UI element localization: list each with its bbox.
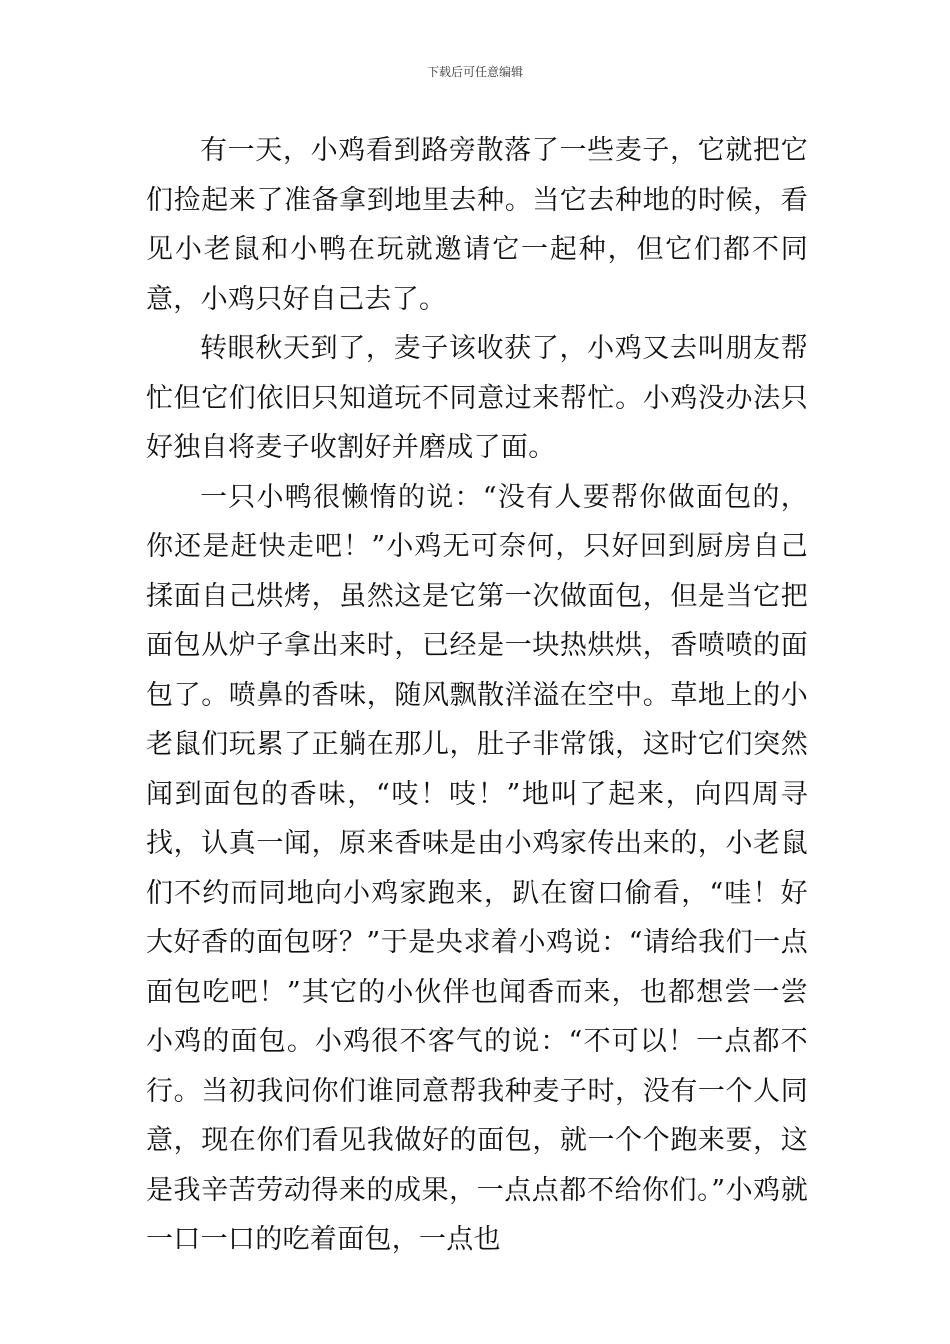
paragraph-3: 一只小鸭很懒惰的说：“没有人要帮你做面包的，你还是赶快走吧！”小鸡无可奈何，只好回到厨房自己揉面自己烘烤，虽然这是它第一次做面包，但是当它把面包从炉子拿出来时，已经是一块热烘烘，香喷喷的面包了。喷鼻的香味，随风飘散洋溢在空中。草地上的小老鼠们玩累了正躺在那儿，肚子非常饿，这时它们突然闻到面包的香味，“吱！吱！”地叫了起来，向四周寻找，认真一闻，原来香味是由小鸡家传出来的，小老鼠们不约而同地向小鸡家跑来，趴在窗口偷看，“哇！好大好香的面包呀？”于是央求着小鸡说：“请给我们一点面包吃吧！”其它的小伙伴也闻香而来，也都想尝一尝小鸡的面包。小鸡很不客气的说：“不可以！一点都不行。当初我问你们谁同意帮我种麦子时，没有一个人同意，现在你们看见我做好的面包，就一个个跑来要，这是我辛苦劳动得来的成果，一点点都不给你们。”小鸡就一口一口的吃着面包，一点也 — [146, 481, 808, 1255]
paragraph-2: 转眼秋天到了，麦子该收获了，小鸡又去叫朋友帮忙但它们依旧只知道玩不同意过来帮忙。小鸡没办法只好独自将麦子收割好并磨成了面。 — [146, 333, 808, 463]
paragraph-1: 有一天，小鸡看到路旁散落了一些麦子，它就把它们捡起来了准备拿到地里去种。当它去种地的时候，看见小老鼠和小鸭在玩就邀请它一起种，但它们都不同意，小鸡只好自己去了。 — [146, 135, 808, 315]
story-body — [146, 126, 808, 1265]
page-header: 下载后可任意编辑 — [426, 65, 523, 79]
